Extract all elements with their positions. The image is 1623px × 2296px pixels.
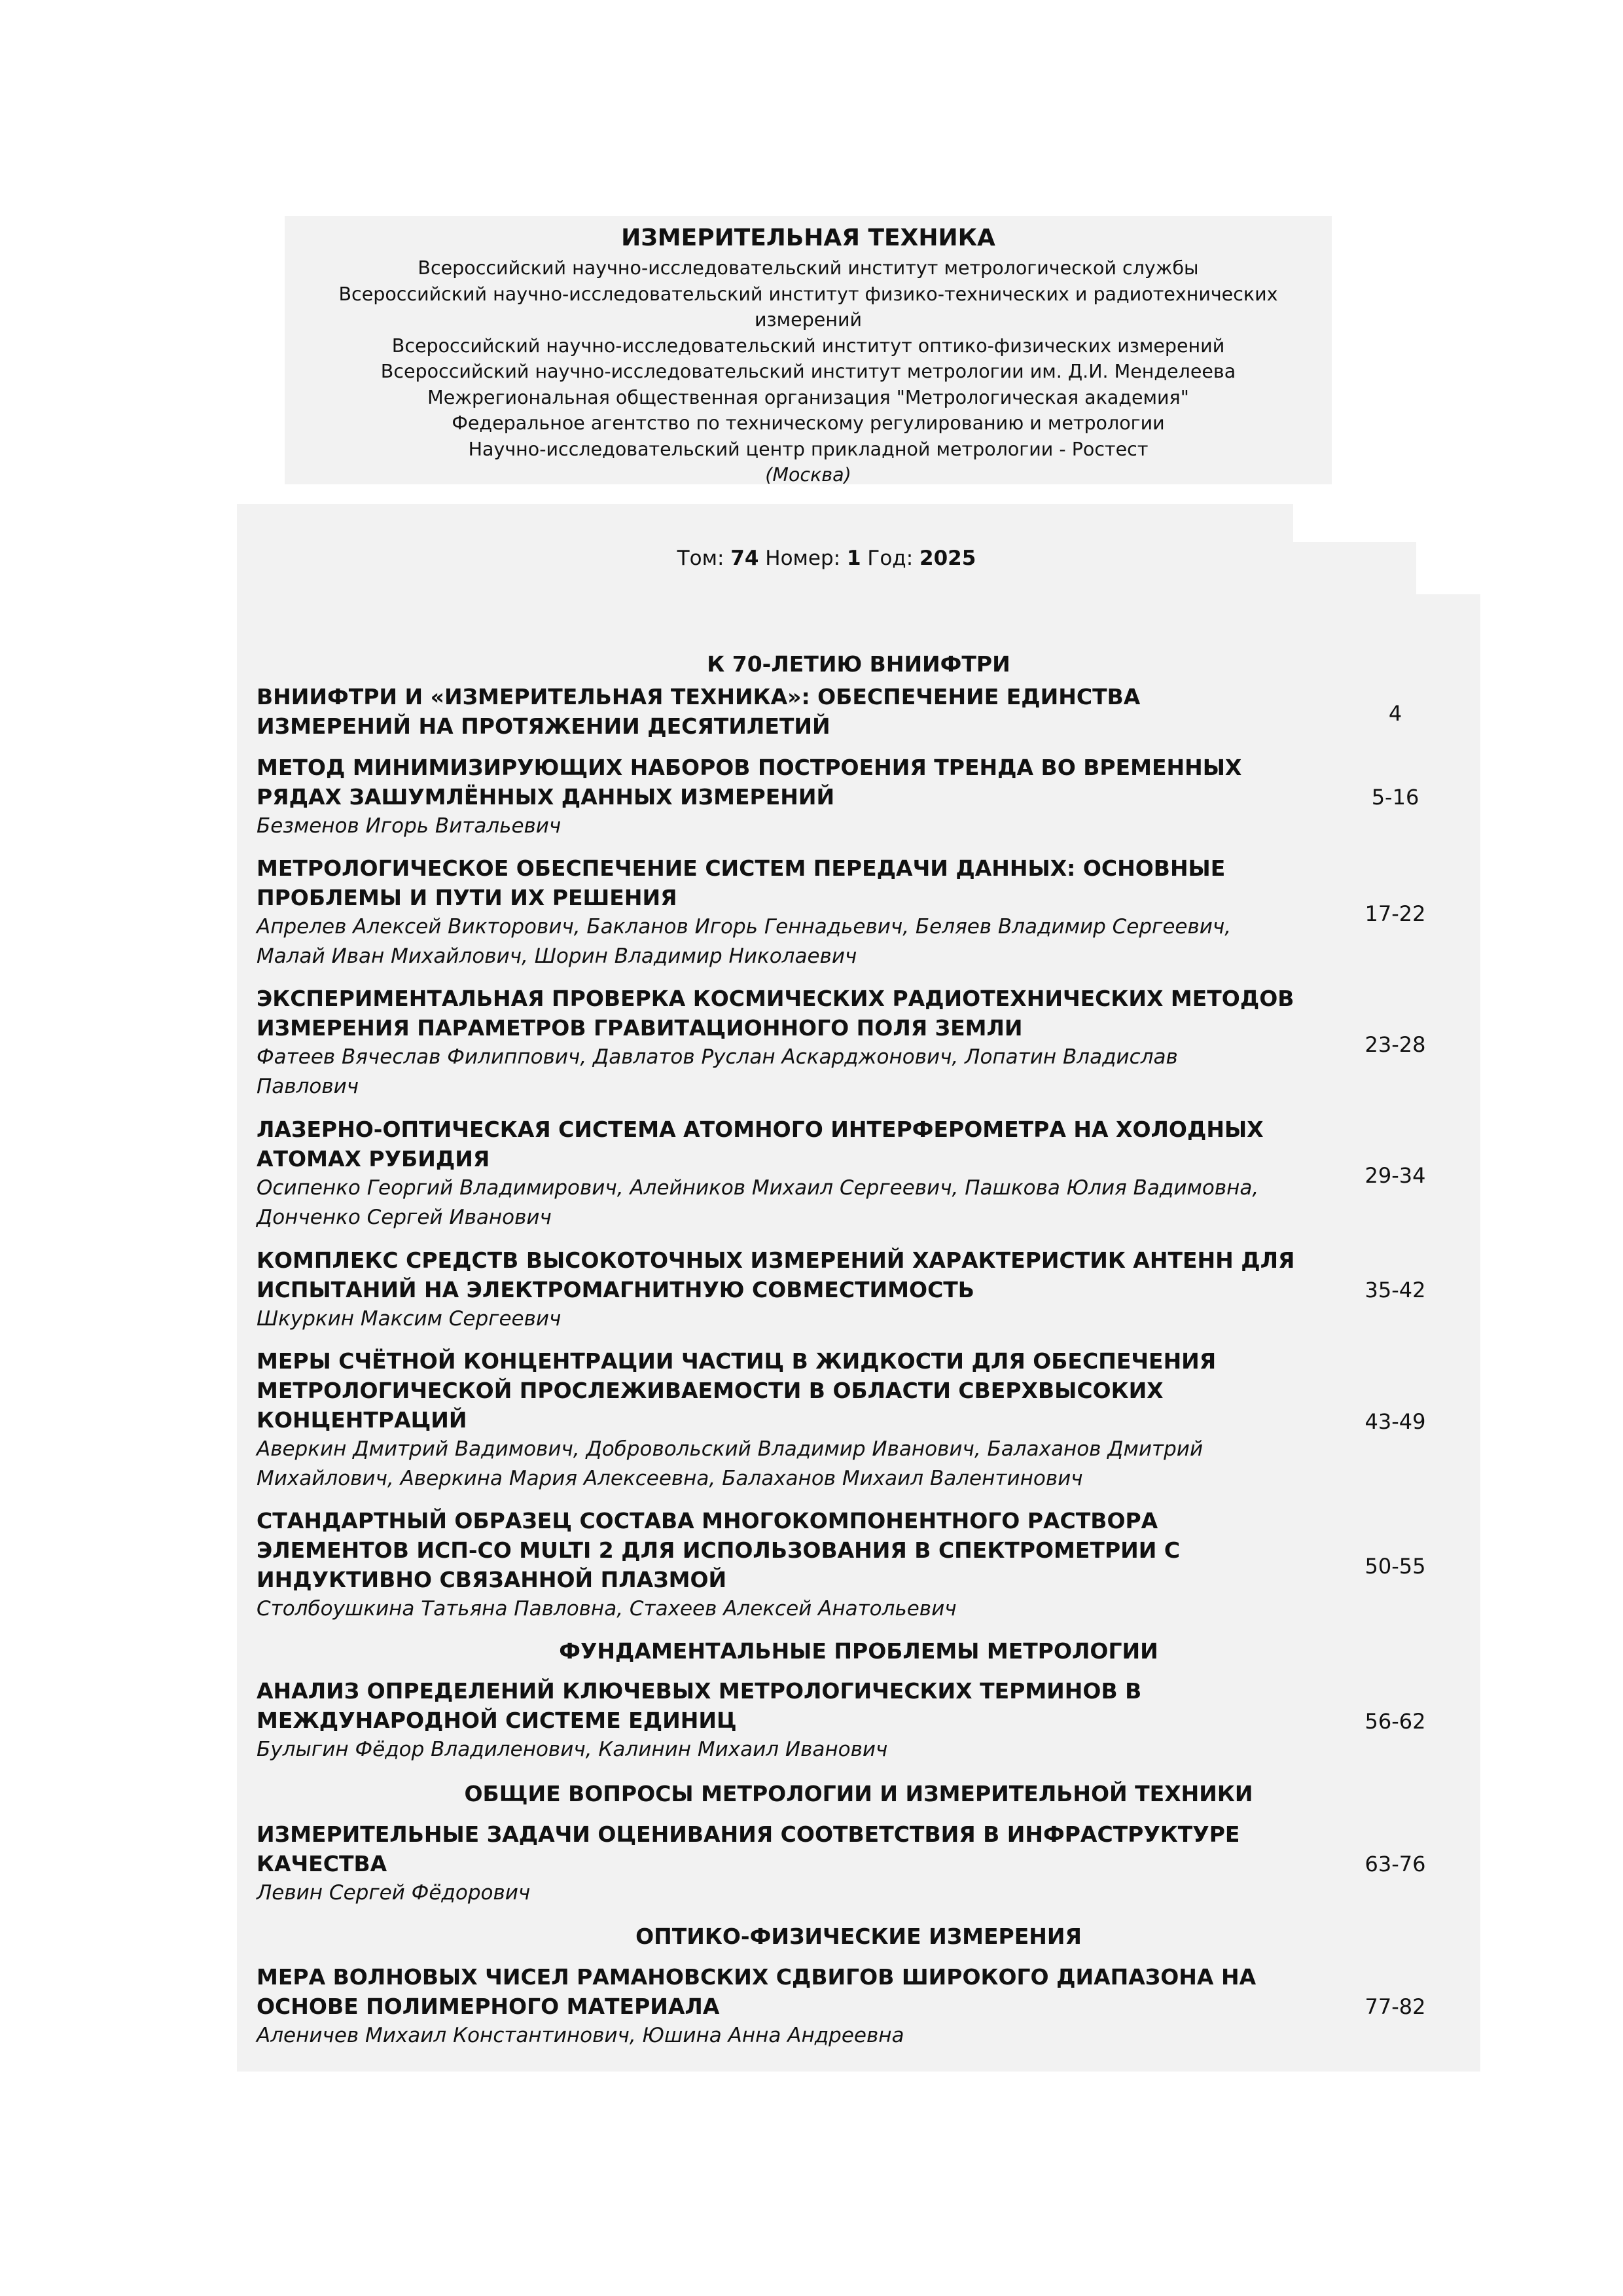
article-authors-line: Михайлович, Аверкина Мария Алексеевна, Балаханов Михаил Валентинович bbox=[257, 1467, 1083, 1490]
toc-entry[interactable] bbox=[257, 1246, 1336, 1334]
article-title-line: ИСПЫТАНИЙ НА ЭЛЕКТРОМАГНИТНУЮ СОВМЕСТИМОСТЬ bbox=[257, 1277, 974, 1302]
article-title-line: ИЗМЕРИТЕЛЬНЫЕ ЗАДАЧИ ОЦЕНИВАНИЯ СООТВЕТСТВИЯ В ИНФРАСТРУКТУРЕ bbox=[257, 1821, 1240, 1847]
page-range: 29-34 bbox=[1364, 1163, 1426, 1188]
page-range: 43-49 bbox=[1364, 1409, 1426, 1434]
article-authors-line: Павлович bbox=[257, 1075, 359, 1098]
article-title-line: ИЗМЕРЕНИЯ ПАРАМЕТРОВ ГРАВИТАЦИОННОГО ПОЛЯ ЗЕМЛИ bbox=[257, 1015, 1023, 1041]
page-range: 56-62 bbox=[1364, 1709, 1426, 1734]
journal-header bbox=[285, 216, 1332, 484]
page-range: 4 bbox=[1388, 701, 1402, 726]
article-title-line: СТАНДАРТНЫЙ ОБРАЗЕЦ СОСТАВА МНОГОКОМПОНЕНТНОГО РАСТВОРА bbox=[257, 1508, 1158, 1534]
section-heading: К 70-ЛЕТИЮ ВНИИФТРИ bbox=[707, 651, 1010, 677]
article-title-line: КОНЦЕНТРАЦИЙ bbox=[257, 1407, 467, 1433]
section-heading: ОПТИКО-ФИЗИЧЕСКИЕ ИЗМЕРЕНИЯ bbox=[635, 1924, 1082, 1949]
article-authors-line: Осипенко Георгий Владимирович, Алейников Михаил Сергеевич, Пашкова Юлия Вадимовна, bbox=[257, 1176, 1259, 1200]
table-of-contents bbox=[237, 594, 1480, 2072]
toc-entry[interactable] bbox=[257, 682, 1336, 741]
section-heading: ФУНДАМЕНТАЛЬНЫЕ ПРОБЛЕМЫ МЕТРОЛОГИИ bbox=[559, 1638, 1158, 1664]
toc-entry[interactable] bbox=[257, 1676, 1336, 1765]
article-title-line: ЭЛЕМЕНТОВ ИСП-СО MULTI 2 ДЛЯ ИСПОЛЬЗОВАНИЯ В СПЕКТРОМЕТРИИ С bbox=[257, 1537, 1181, 1563]
toc-entry[interactable] bbox=[257, 1506, 1336, 1624]
article-title-line: ПРОБЛЕМЫ И ПУТИ ИХ РЕШЕНИЯ bbox=[257, 885, 677, 910]
article-title-line: МЕЖДУНАРОДНОЙ СИСТЕМЕ ЕДИНИЦ bbox=[257, 1708, 737, 1733]
page-range: 63-76 bbox=[1364, 1852, 1426, 1876]
organization-1: Всероссийский научно-исследовательский институт метрологической службы bbox=[418, 257, 1199, 279]
article-authors-line: Апрелев Алексей Викторович, Бакланов Игорь Геннадьевич, Беляев Владимир Сергеевич, bbox=[257, 915, 1232, 939]
organization-4: Всероссийский научно-исследовательский институт метрологии им. Д.И. Менделеева bbox=[380, 361, 1236, 382]
article-authors-line: Левин Сергей Фёдорович bbox=[257, 1881, 531, 1905]
toc-entry[interactable] bbox=[257, 753, 1336, 841]
article-title-line: ВНИИФТРИ И «ИЗМЕРИТЕЛЬНАЯ ТЕХНИКА»: ОБЕСПЕЧЕНИЕ ЕДИНСТВА bbox=[257, 684, 1141, 709]
article-title-line: КАЧЕСТВА bbox=[257, 1851, 387, 1876]
article-authors-line: Шкуркин Максим Сергеевич bbox=[257, 1307, 562, 1331]
organization-2: Всероссийский научно-исследовательский институт физико-технических и радиотехнических измерений bbox=[338, 283, 1278, 331]
page-range: 17-22 bbox=[1364, 901, 1426, 926]
article-title-line: АНАЛИЗ ОПРЕДЕЛЕНИЙ КЛЮЧЕВЫХ МЕТРОЛОГИЧЕСКИХ ТЕРМИНОВ В bbox=[257, 1678, 1142, 1704]
organization-3: Всероссийский научно-исследовательский институт оптико-физических измерений bbox=[391, 334, 1225, 357]
article-title-line: ИНДУКТИВНО СВЯЗАННОЙ ПЛАЗМОЙ bbox=[257, 1567, 727, 1592]
year-label: Год: bbox=[867, 547, 914, 570]
article-authors-line: Фатеев Вячеслав Филиппович, Давлатов Руслан Аскарджонович, Лопатин Владислав bbox=[257, 1045, 1178, 1069]
article-authors-line: Столбоушкина Татьяна Павловна, Стахеев Алексей Анатольевич bbox=[257, 1597, 957, 1621]
toc-entry[interactable] bbox=[257, 1820, 1336, 1908]
article-title-line: ЛАЗЕРНО-ОПТИЧЕСКАЯ СИСТЕМА АТОМНОГО ИНТЕРФЕРОМЕТРА НА ХОЛОДНЫХ bbox=[257, 1117, 1264, 1142]
section-heading: ОБЩИЕ ВОПРОСЫ МЕТРОЛОГИИ И ИЗМЕРИТЕЛЬНОЙ ТЕХНИКИ bbox=[464, 1781, 1253, 1806]
toc-entry[interactable] bbox=[257, 1962, 1336, 2051]
article-title-line: ИЗМЕРЕНИЙ НА ПРОТЯЖЕНИИ ДЕСЯТИЛЕТИЙ bbox=[257, 713, 830, 739]
organization-5: Межрегиональная общественная организация "Метрологическая академия" bbox=[427, 386, 1189, 408]
article-authors-line: Аленичев Михаил Константинович, Юшина Анна Андреевна bbox=[257, 2024, 904, 2047]
article-authors-line: Безменов Игорь Витальевич bbox=[257, 814, 562, 838]
toc-entry[interactable] bbox=[257, 853, 1336, 971]
volume-label: Том: bbox=[677, 547, 724, 570]
article-authors-line: Малай Иван Михайлович, Шорин Владимир Николаевич bbox=[257, 944, 857, 968]
article-authors-line: Аверкин Дмитрий Вадимович, Добровольский Владимир Иванович, Балаханов Дмитрий bbox=[257, 1437, 1204, 1461]
year-value: 2025 bbox=[919, 547, 976, 570]
organization-6: Федеральное агентство по техническому регулированию и метрологии bbox=[452, 412, 1165, 434]
city: (Москва) bbox=[765, 464, 851, 486]
article-authors-line: Донченко Сергей Иванович bbox=[257, 1206, 552, 1229]
article-title-line: КОМПЛЕКС СРЕДСТВ ВЫСОКОТОЧНЫХ ИЗМЕРЕНИЙ ХАРАКТЕРИСТИК АНТЕНН ДЛЯ bbox=[257, 1247, 1295, 1273]
organization-7: Научно-исследовательский центр прикладной метрологии - Ростест bbox=[468, 438, 1149, 460]
article-title-line: МЕТОД МИНИМИЗИРУЮЩИХ НАБОРОВ ПОСТРОЕНИЯ ТРЕНДА ВО ВРЕМЕННЫХ bbox=[257, 755, 1242, 780]
toc-entry[interactable] bbox=[257, 1346, 1336, 1494]
page-range: 35-42 bbox=[1364, 1278, 1426, 1302]
toc-entry[interactable] bbox=[257, 984, 1336, 1102]
page-range: 5-16 bbox=[1371, 785, 1419, 810]
number-value: 1 bbox=[846, 547, 861, 570]
article-title-line: МЕТРОЛОГИЧЕСКОЕ ОБЕСПЕЧЕНИЕ СИСТЕМ ПЕРЕДАЧИ ДАННЫХ: ОСНОВНЫЕ bbox=[257, 855, 1226, 881]
page-range: 23-28 bbox=[1364, 1032, 1426, 1057]
issue-info bbox=[237, 542, 1416, 575]
number-label: Номер: bbox=[765, 547, 841, 570]
article-authors-line: Булыгин Фёдор Владиленович, Калинин Михаил Иванович bbox=[257, 1738, 888, 1761]
article-title-line: РЯДАХ ЗАШУМЛЁННЫХ ДАННЫХ ИЗМЕРЕНИЙ bbox=[257, 784, 835, 810]
volume-value: 74 bbox=[730, 547, 759, 570]
page-range: 77-82 bbox=[1364, 1994, 1426, 2019]
article-title-line: АТОМАХ РУБИДИЯ bbox=[257, 1146, 490, 1172]
article-title-line: МЕРА ВОЛНОВЫХ ЧИСЕЛ РАМАНОВСКИХ СДВИГОВ ШИРОКОГО ДИАПАЗОНА НА bbox=[257, 1964, 1257, 1990]
journal-title: ИЗМЕРИТЕЛЬНАЯ ТЕХНИКА bbox=[621, 224, 995, 251]
toc-entry[interactable] bbox=[257, 1115, 1336, 1232]
article-title-line: МЕРЫ СЧЁТНОЙ КОНЦЕНТРАЦИИ ЧАСТИЦ В ЖИДКОСТИ ДЛЯ ОБЕСПЕЧЕНИЯ bbox=[257, 1348, 1217, 1374]
article-title-line: МЕТРОЛОГИЧЕСКОЙ ПРОСЛЕЖИВАЕМОСТИ В ОБЛАСТИ СВЕРХВЫСОКИХ bbox=[257, 1378, 1164, 1403]
article-title-line: ОСНОВЕ ПОЛИМЕРНОГО МАТЕРИАЛА bbox=[257, 1994, 720, 2019]
page-range: 50-55 bbox=[1364, 1554, 1426, 1579]
article-title-line: ЭКСПЕРИМЕНТАЛЬНАЯ ПРОВЕРКА КОСМИЧЕСКИХ РАДИОТЕХНИЧЕСКИХ МЕТОДОВ bbox=[257, 986, 1294, 1011]
